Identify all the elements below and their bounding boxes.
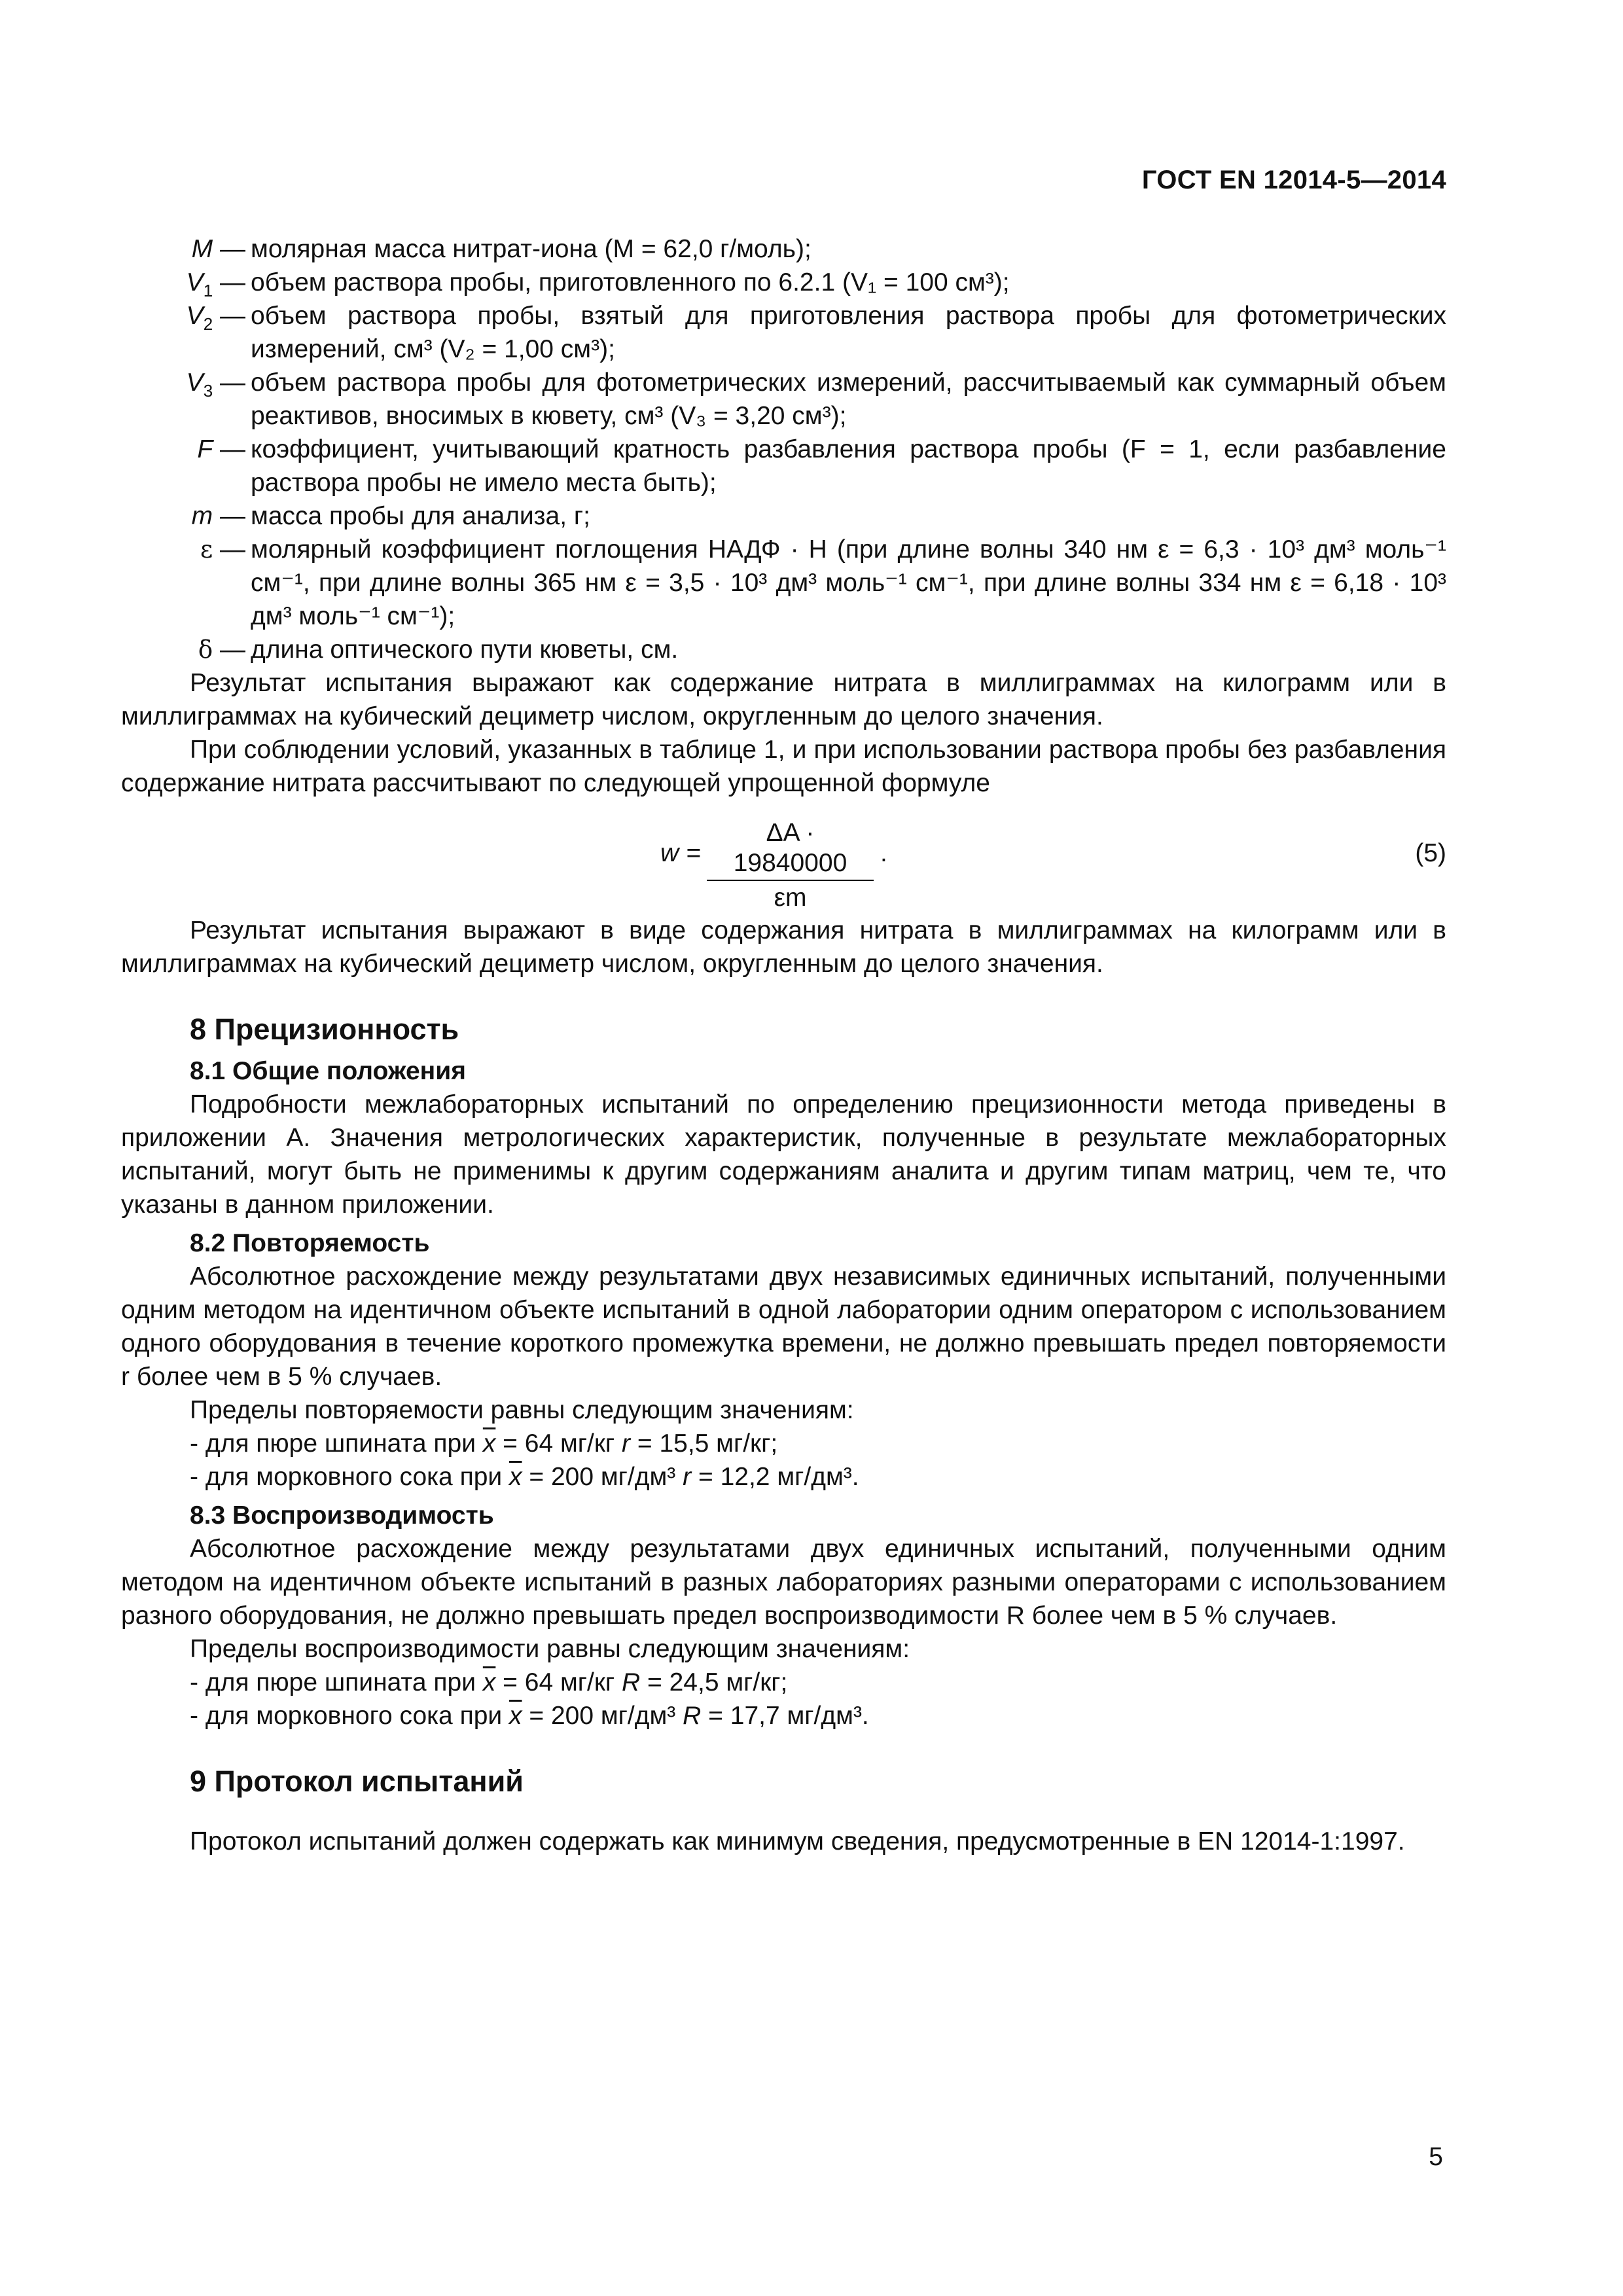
page-content: [121, 232, 1446, 1858]
variable-description: масса пробы для анализа, г;: [251, 502, 590, 530]
variable-row: [121, 366, 1446, 433]
variable-symbol: $V_2$ —: [186, 302, 245, 334]
variable-symbol: F —: [197, 435, 245, 463]
variable-description: молярная масса нитрат-иона (M = 62,0 г/моль);: [251, 235, 812, 263]
section-9-heading: 9 Протокол испытаний: [190, 1765, 524, 1798]
variable-symbol: $V_3$ —: [186, 368, 245, 401]
variable-description: объем раствора пробы, взятый для приготовления раствора пробы для фотометрических измерений, см³ (V₂ = 1,00 см³);: [251, 302, 1446, 363]
paragraph-simplified-formula: При соблюдении условий, указанных в таблице 1, и при использовании раствора пробы без разбавления содержание нитрата рассчитывают по следующей упрощенной формуле: [121, 736, 1446, 797]
formula-trailing-dot: .: [880, 839, 887, 867]
paragraph-result: Результат испытания выражают как содержание нитрата в миллиграммах на килограмм или в миллиграммах на кубический дециметр числом, округленным до целого значения.: [121, 669, 1446, 730]
variable-row: [121, 232, 1446, 266]
formula-denominator: εm: [774, 884, 807, 912]
section-8-1-text: Подробности межлабораторных испытаний по определению прецизионности метода приведены в приложении А. Значения метрологических характеристик, полученные в результате межлабораторных испытаний, могут быть не применимы к другим содержаниям аналита и другим типам матриц, чем те, что указаны в данном приложении.: [121, 1090, 1446, 1219]
repeatability-limit-item: - для морковного сока при $\overline{x} = 200$ мг/дм³ r = 12,2 мг/дм³.: [190, 1463, 859, 1491]
variable-row: [121, 433, 1446, 499]
document-code-header: ГОСТ EN 12014-5—2014: [1141, 166, 1446, 194]
variable-symbol: m —: [191, 502, 245, 530]
variable-description: коэффициент, учитывающий кратность разбавления раствора пробы (F = 1, если разбавление раствора пробы не имело места быть);: [251, 435, 1446, 497]
section-9-text: Протокол испытаний должен содержать как минимум сведения, предусмотренные в EN 12014-1:1997.: [190, 1827, 1405, 1856]
variable-symbol: δ —: [198, 636, 245, 664]
section-8-1-heading: 8.1 Общие положения: [190, 1057, 466, 1085]
section-8-heading: 8 Прецизионность: [190, 1013, 459, 1046]
reproducibility-limits-intro: Пределы воспроизводимости равны следующим значениям:: [190, 1635, 910, 1663]
reproducibility-limit-item: - для морковного сока при $\overline{x} = 200$ мг/дм³ R = 17,7 мг/дм³.: [190, 1702, 869, 1730]
variable-symbol: $V_1$ —: [186, 268, 245, 300]
variable-definitions: [121, 232, 1446, 666]
variable-row: [121, 299, 1446, 366]
variable-description: молярный коэффициент поглощения НАДФ · Н (при длине волны 340 нм ε = 6,3 · 10³ дм³ моль⁻¹ см⁻¹, при длине волны 365 нм ε = 3,5 · 10³ дм³ моль⁻¹ см⁻¹, при длине волны 334 нм ε = 6,18 · 10³ дм³ моль⁻¹ см⁻¹);: [251, 535, 1446, 630]
section-8-2-text: Абсолютное расхождение между результатами двух независимых единичных испытаний, полученными одним методом на идентичном объекте испытаний в одной лаборатории одним оператором с использованием одного оборудования в течение короткого промежутка времени, не должно превышать предел повторяемости r более чем в 5 % случаев.: [121, 1263, 1446, 1391]
variable-description: объем раствора пробы для фотометрических измерений, рассчитываемый как суммарный объем реактивов, вносимых в кювету, см³ (V₃ = 3,20 см³);: [251, 368, 1446, 430]
variable-row: [121, 633, 1446, 666]
paragraph-result-2: Результат испытания выражают в виде содержания нитрата в миллиграммах на килограмм или в миллиграммах на кубический дециметр числом, округленным до целого значения.: [121, 916, 1446, 978]
reproducibility-limit-item: - для пюре шпината при $\overline{x} = 64$ мг/кг R = 24,5 мг/кг;: [190, 1668, 788, 1696]
section-8-3-heading: 8.3 Воспроизводимость: [190, 1501, 494, 1530]
formula-lhs: w =: [660, 839, 701, 867]
section-8-3-text: Абсолютное расхождение между результатами двух единичных испытаний, полученными одним методом на идентичном объекте испытаний в разных лабораториях разными операторами с использованием разного оборудования, не должно превышать предел воспроизводимости R более чем в 5 % случаев.: [121, 1535, 1446, 1630]
section-8-2-heading: 8.2 Повторяемость: [190, 1229, 430, 1257]
variable-description: объем раствора пробы, приготовленного по 6.2.1 (V₁ = 100 см³);: [251, 268, 1010, 296]
variable-symbol: M —: [191, 235, 245, 263]
variable-row: [121, 266, 1446, 299]
variable-description: длина оптического пути кюветы, см.: [251, 636, 679, 664]
variable-row: [121, 499, 1446, 533]
repeatability-limits-intro: Пределы повторяемости равны следующим значениям:: [190, 1396, 854, 1424]
page-number: 5: [1429, 2143, 1443, 2171]
repeatability-limit-item: - для пюре шпината при $\overline{x} = 64$ мг/кг r = 15,5 мг/кг;: [190, 1429, 778, 1458]
formula-fraction: [707, 818, 874, 915]
formula-numerator: ΔA · 19840000: [707, 818, 874, 881]
formula-number: (5): [1415, 839, 1446, 867]
variable-row: [121, 533, 1446, 633]
variable-symbol: ε —: [200, 535, 245, 564]
